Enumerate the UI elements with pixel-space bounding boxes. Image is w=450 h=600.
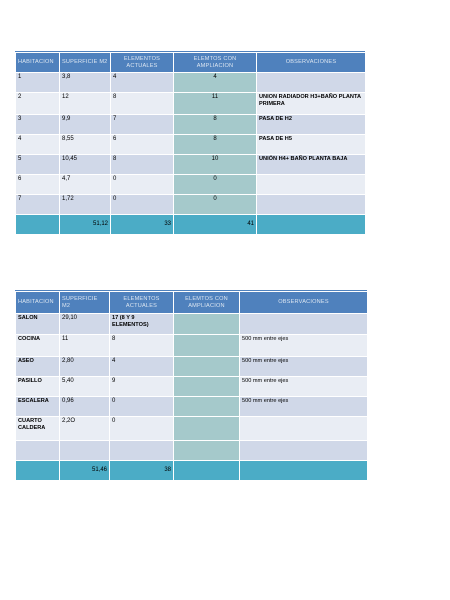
cell-actuales: 6 — [111, 135, 174, 155]
table-row — [16, 314, 368, 335]
cell-observaciones: 500 mm entre ejes — [240, 377, 368, 397]
total-observaciones — [240, 461, 368, 481]
table-row — [16, 115, 366, 135]
cell-actuales — [110, 441, 174, 461]
table-row — [16, 417, 368, 441]
cell-superficie: 9,9 — [60, 115, 111, 135]
total-observaciones — [257, 215, 366, 235]
cell-actuales: 4 — [111, 73, 174, 93]
cell-observaciones: 500 mm entre ejes — [240, 335, 368, 357]
cell-actuales: 8 — [111, 155, 174, 175]
cell-actuales: 0 — [111, 195, 174, 215]
cell-ampliacion — [174, 314, 240, 335]
cell-ampliacion: 8 — [174, 135, 257, 155]
table-row — [16, 73, 366, 93]
cell-observaciones — [257, 73, 366, 93]
cell-habitacion: 3 — [16, 115, 60, 135]
cell-actuales: 9 — [110, 377, 174, 397]
table-row — [16, 377, 368, 397]
header-habitacion: HABITACION — [16, 53, 60, 73]
header-elementos-ampliacion: ELEMTOS CON AMPLIACION — [174, 53, 257, 73]
cell-habitacion: PASILLO — [16, 377, 60, 397]
cell-observaciones: PASA DE H5 — [257, 135, 366, 155]
table-row — [16, 335, 368, 357]
cell-ampliacion — [174, 357, 240, 377]
cell-superficie: 2,80 — [60, 357, 110, 377]
cell-observaciones — [240, 417, 368, 441]
table-row — [16, 155, 366, 175]
header-elementos-ampliacion: ELEMTOS CON AMPLIACION — [174, 292, 240, 314]
cell-observaciones — [240, 314, 368, 335]
cell-superficie: 4,7 — [60, 175, 111, 195]
total-ampliacion: 41 — [174, 215, 257, 235]
cell-habitacion: 1 — [16, 73, 60, 93]
radiator-table-upper-floor — [15, 52, 366, 235]
header-superficie: SUPERFICIE M2 — [60, 53, 111, 73]
cell-superficie: 3,8 — [60, 73, 111, 93]
cell-habitacion: 6 — [16, 175, 60, 195]
cell-superficie: 29,10 — [60, 314, 110, 335]
header-elementos-actuales: ELEMENTOS ACTUALES — [110, 292, 174, 314]
cell-habitacion — [16, 441, 60, 461]
header-habitacion: HABITACION — [16, 292, 60, 314]
cell-superficie: 5,40 — [60, 377, 110, 397]
cell-habitacion: ESCALERA — [16, 397, 60, 417]
cell-superficie: 0,96 — [60, 397, 110, 417]
cell-habitacion: SALON — [16, 314, 60, 335]
table-header-row — [16, 292, 368, 314]
cell-habitacion: ASEO — [16, 357, 60, 377]
radiator-table-ground-floor — [15, 291, 368, 481]
total-actuales: 33 — [111, 215, 174, 235]
total-superficie: 51,12 — [60, 215, 111, 235]
cell-observaciones — [257, 175, 366, 195]
total-habitacion — [16, 461, 60, 481]
totals-row — [16, 461, 368, 481]
table-row — [16, 397, 368, 417]
cell-observaciones — [240, 441, 368, 461]
header-elementos-actuales: ELEMENTOS ACTUALES — [111, 53, 174, 73]
cell-superficie: 10,45 — [60, 155, 111, 175]
cell-superficie: 1,72 — [60, 195, 111, 215]
cell-observaciones: UNION RADIADOR H3+BAÑO PLANTA PRIMERA — [257, 93, 366, 115]
cell-superficie: 11 — [60, 335, 110, 357]
cell-habitacion: CUARTO CALDERA — [16, 417, 60, 441]
cell-ampliacion: 4 — [174, 73, 257, 93]
cell-habitacion: 2 — [16, 93, 60, 115]
total-superficie: 51,46 — [60, 461, 110, 481]
totals-row — [16, 215, 366, 235]
cell-ampliacion: 0 — [174, 195, 257, 215]
cell-observaciones: 500 mm entre ejes — [240, 357, 368, 377]
table-row — [16, 195, 366, 215]
cell-ampliacion — [174, 417, 240, 441]
table-row — [16, 357, 368, 377]
cell-superficie — [60, 441, 110, 461]
header-superficie: SUPERFICIE M2 — [60, 292, 110, 314]
cell-actuales: 7 — [111, 115, 174, 135]
cell-observaciones: UNIÓN H4+ BAÑO PLANTA BAJA — [257, 155, 366, 175]
cell-ampliacion: 0 — [174, 175, 257, 195]
cell-actuales: 0 — [111, 175, 174, 195]
cell-actuales: 8 — [110, 335, 174, 357]
table-row — [16, 441, 368, 461]
cell-actuales: 0 — [110, 417, 174, 441]
header-observaciones: OBSERVACIONES — [257, 53, 366, 73]
cell-habitacion: 7 — [16, 195, 60, 215]
total-ampliacion — [174, 461, 240, 481]
cell-actuales: 4 — [110, 357, 174, 377]
cell-habitacion: 4 — [16, 135, 60, 155]
table-header-row — [16, 53, 366, 73]
total-habitacion — [16, 215, 60, 235]
cell-ampliacion: 10 — [174, 155, 257, 175]
cell-habitacion: 5 — [16, 155, 60, 175]
cell-ampliacion — [174, 377, 240, 397]
cell-actuales: 0 — [110, 397, 174, 417]
table-row — [16, 175, 366, 195]
cell-ampliacion: 11 — [174, 93, 257, 115]
table-row — [16, 93, 366, 115]
cell-observaciones — [257, 195, 366, 215]
cell-ampliacion: 8 — [174, 115, 257, 135]
cell-observaciones: PASA DE H2 — [257, 115, 366, 135]
cell-superficie: 12 — [60, 93, 111, 115]
total-actuales: 38 — [110, 461, 174, 481]
cell-observaciones: 500 mm entre ejes — [240, 397, 368, 417]
cell-ampliacion — [174, 397, 240, 417]
cell-superficie: 2,2O — [60, 417, 110, 441]
cell-ampliacion — [174, 441, 240, 461]
cell-superficie: 8,55 — [60, 135, 111, 155]
cell-actuales: 17 (8 Y 9 ELEMENTOS) — [110, 314, 174, 335]
cell-ampliacion — [174, 335, 240, 357]
cell-actuales: 8 — [111, 93, 174, 115]
cell-habitacion: COCINA — [16, 335, 60, 357]
header-observaciones: OBSERVACIONES — [240, 292, 368, 314]
table-row — [16, 135, 366, 155]
